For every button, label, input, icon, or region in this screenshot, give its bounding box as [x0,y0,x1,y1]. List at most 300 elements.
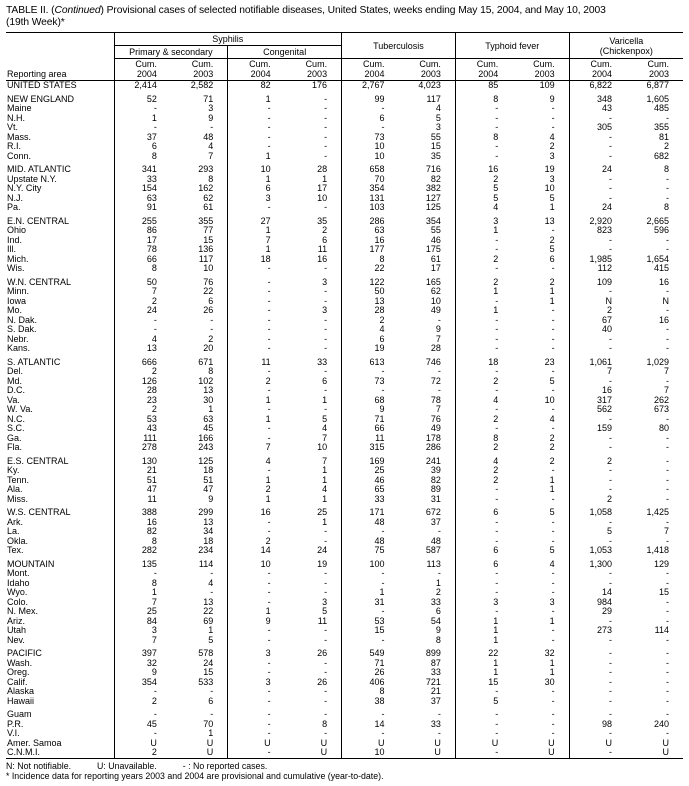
table-row [6,636,683,646]
value-cell: - [666,324,669,334]
value-cell: 596 [653,225,669,235]
value-cell: 317 [569,396,626,406]
value-cell: 24 [569,203,626,213]
value-cell: 4 [549,131,555,142]
cum-2004-header [342,59,399,81]
table-row [6,457,683,467]
value-cell: 135 [114,560,171,570]
value-cell: 82 [430,173,441,184]
value-cell: 1 [455,659,512,669]
value-cell: - [569,579,626,589]
value-cell: 10 [342,152,399,162]
table-row [6,485,683,495]
value-cell: - [551,606,555,616]
value-cell: 658 [342,165,399,175]
value-cell: - [551,324,555,334]
value-cell: - [324,366,328,376]
value-cell: 15 [430,141,441,151]
value-cell: 299 [198,507,214,517]
value-cell: - [666,474,669,485]
value-cell: - [666,286,669,296]
value-cell: 37 [114,133,171,143]
value-cell: 13 [203,385,214,395]
value-cell: - [228,710,285,720]
value-cell: - [228,367,285,377]
value-cell: 1 [228,476,285,486]
value-cell: 388 [114,508,171,518]
value-cell: - [114,569,171,579]
table-row [6,297,683,307]
value-cell: 51 [203,474,214,485]
value-cell: 1 [549,202,555,212]
value-cell: - [324,526,328,536]
value-cell: 1 [455,287,512,297]
value-cell: - [324,103,328,113]
value-cell: - [551,709,555,719]
value-cell: 129 [653,558,669,569]
value-cell: 27 [228,217,285,227]
value-cell: 6 [228,184,285,194]
value-cell: - [228,588,285,598]
value-cell: 63 [203,413,214,424]
value-cell: 578 [198,648,214,658]
value-cell: 286 [425,442,441,452]
table-row [6,678,683,688]
value-cell: 18 [455,358,512,368]
table-row [6,203,683,213]
value-cell: - [228,687,285,697]
value-cell: - [228,579,285,589]
title-line1-pre: TABLE II. ( [6,5,55,16]
table-row [6,325,683,335]
value-cell: - [569,377,626,387]
value-cell: 716 [425,164,441,174]
value-cell: - [455,495,512,505]
value-cell: 20 [203,343,214,353]
value-cell: - [228,405,285,415]
value-cell: 2 [569,495,626,505]
value-cell: - [228,527,285,537]
value-cell: 5 [549,545,555,555]
value-cell: 8 [435,634,441,645]
value-cell: 11 [342,434,399,444]
reporting-area-cell: NEW ENGLAND [7,93,75,104]
footnote-unavailable: U: Unavailable. [97,760,157,771]
value-cell: 55 [430,225,441,235]
table-row [6,165,683,175]
table-row [6,748,683,758]
value-cell: 89 [430,484,441,494]
reporting-area-cell: MOUNTAIN [7,558,55,569]
value-cell: 15 [455,678,512,688]
value-cell: 45 [114,720,171,730]
table-row [6,527,683,537]
value-cell: - [666,709,669,719]
value-cell: - [342,607,399,617]
value-cell: 25 [114,607,171,617]
table-row [6,588,683,598]
value-cell: 10 [342,748,399,758]
cum-label: Cum. [362,59,385,69]
value-cell: 4 [114,335,171,345]
value-cell: 71 [342,415,399,425]
value-cell: 1 [228,152,285,162]
value-cell: - [666,493,669,504]
value-cell: 10 [544,183,555,193]
value-cell: 13 [114,344,171,354]
value-cell: 6 [342,335,399,345]
value-cell: - [324,93,328,104]
value-cell: 1 [228,607,285,617]
value-cell: - [228,335,285,345]
value-cell: - [666,596,669,607]
value-cell: - [455,386,512,396]
value-cell: - [324,695,328,706]
value-cell: - [114,687,171,697]
reporting-area-cell: Colo. [7,596,29,607]
value-cell: 11 [228,358,285,368]
value-cell: 3 [435,122,441,132]
value-cell: - [551,314,555,325]
cum-2004-header [114,59,171,81]
reporting-area-cell: S. Dak. [7,324,37,334]
value-cell: 1,058 [569,508,626,518]
value-cell: 17 [317,183,328,193]
value-cell: 33 [114,175,171,185]
value-cell: 2 [228,485,285,495]
value-cell: 5 [569,527,626,537]
value-cell: - [455,104,512,114]
value-cell: 3 [322,596,328,607]
value-cell: 3 [322,305,328,315]
reporting-area-cell: Ga. [7,432,22,443]
value-cell: 112 [569,264,626,274]
value-cell: 3 [455,598,512,608]
value-cell: - [551,686,555,696]
value-cell: 2 [228,377,285,387]
value-cell: - [551,695,555,706]
varicella-group-header [569,33,683,59]
value-cell: - [455,485,512,495]
value-cell: 31 [342,598,399,608]
value-cell: - [324,568,328,578]
value-cell: 48 [203,131,214,142]
value-cell: 348 [569,95,626,105]
value-cell: 6 [208,695,214,706]
value-cell: 671 [198,356,214,367]
value-cell: - [569,133,626,143]
value-cell: 485 [653,103,669,113]
value-cell: - [228,114,285,124]
table-row [6,344,683,354]
value-cell: 8 [455,133,512,143]
value-cell: 7 [663,385,669,395]
value-cell: 9 [208,493,214,504]
value-cell: 63 [114,194,171,204]
value-cell: 14 [342,720,399,730]
value-cell: 87 [430,657,441,668]
value-cell: - [342,386,399,396]
value-cell: - [666,183,669,193]
value-cell: 8 [208,366,214,376]
value-cell: - [324,150,328,161]
value-cell: 682 [653,150,669,161]
value-cell: - [551,225,555,235]
value-cell: 8 [114,264,171,274]
value-cell: 18 [228,255,285,265]
reporting-area-cell: Iowa [7,295,27,306]
table-row [6,152,683,162]
value-cell: - [324,385,328,395]
value-cell: 2 [342,316,399,326]
reporting-area-cell: Wyo. [7,587,28,597]
value-cell: 81 [658,131,669,142]
table-row [6,424,683,434]
value-cell: 1 [228,415,285,425]
value-cell: 46 [430,234,441,245]
value-cell: - [455,607,512,617]
value-cell: 2 [455,278,512,288]
value-cell: - [228,729,285,739]
value-cell: 1 [114,114,171,124]
value-cell: - [455,123,512,133]
value-cell: 355 [653,122,669,132]
value-cell: 13 [203,596,214,607]
value-cell: 354 [425,215,441,226]
reporting-area-cell: UNITED STATES [7,80,77,90]
value-cell: 15 [658,587,669,597]
table-row [6,579,683,589]
value-cell: 1 [322,516,328,527]
reporting-area-cell: Oreg. [7,667,30,677]
reporting-area-cell: N.J. [7,192,24,203]
table-row [6,123,683,133]
table-row [6,687,683,697]
value-cell: 1 [322,394,328,405]
value-cell: 2 [455,415,512,425]
value-cell: 240 [653,718,669,729]
value-cell: 22 [203,606,214,616]
value-cell: 1 [322,474,328,485]
value-cell: - [455,325,512,335]
value-cell: - [666,375,669,386]
value-cell: 9 [342,405,399,415]
value-cell: 2 [455,255,512,265]
value-cell: 1,061 [569,358,626,368]
value-cell: - [228,697,285,707]
cum-label: Cum. [533,59,555,69]
value-cell: 1 [455,636,512,646]
value-cell: 34 [203,526,214,536]
value-cell: - [569,659,626,669]
value-cell: 10 [430,295,441,306]
footnote-incidence: * Incidence data for reporting years 2003 and 2004 are provisional and cumulative (year-to-date). [6,771,384,781]
value-cell: 43 [569,104,626,114]
value-cell: - [455,588,512,598]
value-cell: 17 [430,263,441,273]
value-cell: - [324,324,328,334]
value-cell: - [114,710,171,720]
value-cell: 241 [425,455,441,466]
value-cell: - [324,667,328,677]
value-cell: 1 [228,495,285,505]
reporting-area-cell: Nebr. [7,333,29,344]
value-cell: 1 [208,625,214,635]
value-cell: 2 [114,748,171,758]
value-cell: 8 [114,152,171,162]
value-cell: - [666,634,669,645]
value-cell: 6 [455,508,512,518]
value-cell: U [320,737,328,748]
value-cell: 2 [549,234,555,245]
value-cell: - [569,710,626,720]
value-cell: 1 [549,295,555,306]
value-cell: - [228,668,285,678]
table-row [6,560,683,570]
value-cell: 102 [198,375,214,386]
value-cell: 4 [549,558,555,569]
value-cell: 78 [114,245,171,255]
value-cell: 50 [114,278,171,288]
value-cell: 2 [208,333,214,344]
table-row [6,697,683,707]
value-cell: 29 [569,607,626,617]
value-cell: 5 [549,244,555,254]
value-cell: 77 [203,225,214,235]
value-cell: - [569,649,626,659]
value-cell: - [666,484,669,494]
value-cell: 2 [455,175,512,185]
value-cell: 9 [435,625,441,635]
cum-label: Cum. [135,59,157,69]
value-cell: - [569,335,626,345]
value-cell: U [206,747,214,757]
value-cell: - [455,527,512,537]
value-cell: 6,822 [569,81,626,91]
reporting-area-cell: S.C. [7,423,25,433]
value-cell: U [114,739,171,749]
value-cell: 136 [198,244,214,254]
value-cell: 3 [114,626,171,636]
reporting-area-cell: Miss. [7,493,28,504]
year-label: 2004 [250,68,271,79]
notifiable-diseases-table [6,32,683,759]
reporting-area-cell: P.R. [7,718,24,729]
value-cell: - [569,537,626,547]
value-cell: 35 [430,150,441,161]
value-cell: - [455,114,512,124]
reporting-area-cell: Fla. [7,442,23,452]
value-cell: - [324,295,328,306]
value-cell: 6 [435,606,441,616]
value-cell: 17 [114,236,171,246]
table-row [6,434,683,444]
value-cell: 33 [317,356,328,367]
reporting-area-cell: Vt. [7,122,19,132]
table-row [6,668,683,678]
year-label: 2003 [648,68,669,79]
value-cell: 8 [455,434,512,444]
reporting-area-cell: Mass. [7,131,32,142]
value-cell: 154 [114,184,171,194]
cum-2004-header [569,59,626,81]
value-cell: 4 [228,457,285,467]
value-cell: 10 [228,165,285,175]
value-cell: - [551,718,555,729]
value-cell: 40 [569,325,626,335]
value-cell: 16 [658,276,669,287]
value-cell: 4 [208,141,214,151]
value-cell: N [569,297,626,307]
value-cell: - [324,709,328,719]
value-cell: 109 [539,80,555,90]
value-cell: 71 [342,659,399,669]
value-cell: 28 [317,164,328,174]
value-cell: 23 [114,396,171,406]
value-cell: - [324,141,328,151]
value-cell: - [228,518,285,528]
value-cell: - [228,659,285,669]
year-label: 2003 [193,68,214,79]
value-cell: - [324,202,328,212]
header-row-groups [6,33,683,46]
value-cell: 10 [317,192,328,203]
value-cell: 2 [549,141,555,151]
value-cell: 28 [114,386,171,396]
table-row [6,508,683,518]
value-cell: - [569,245,626,255]
value-cell: 4 [342,325,399,335]
cum-label: Cum. [590,59,613,69]
value-cell: - [324,314,328,325]
cum-2003-header [171,59,228,81]
value-cell: 6 [208,295,214,306]
table-row [6,114,683,124]
cum-label: Cum. [305,59,328,69]
value-cell: 2 [569,306,626,316]
reporting-area-cell: Guam [7,709,32,719]
table-row [6,367,683,377]
value-cell: 130 [114,457,171,467]
value-cell: 7 [435,404,441,414]
reporting-area-cell: R.I. [7,141,22,151]
value-cell: - [551,385,555,395]
value-cell: 114 [654,625,669,635]
value-cell: 16 [455,165,512,175]
table-row [6,415,683,425]
value-cell: 2 [549,455,555,466]
reporting-area-cell: Mo. [7,305,23,315]
value-cell: 25 [317,507,328,517]
value-cell: 2 [455,377,512,387]
value-cell: 3 [322,276,328,287]
value-cell: 234 [198,545,214,555]
value-cell: - [666,615,669,626]
value-cell: - [228,297,285,307]
value-cell: - [228,306,285,316]
title-line1-post: ) Provisional cases of selected notifiable diseases, United States, weeks ending May 15, 2004, and May 10, 2003 [100,5,606,16]
value-cell: 3 [455,217,512,227]
value-cell: 5 [435,112,441,123]
value-cell: 1 [549,615,555,626]
value-cell: - [228,636,285,646]
value-cell: - [455,245,512,255]
congenital-header: Congenital [228,46,342,59]
value-cell: U [662,737,669,748]
reporting-area-cell: Nev. [7,634,25,645]
value-cell: 1 [228,226,285,236]
title-line2: (19th Week)* [6,17,65,28]
